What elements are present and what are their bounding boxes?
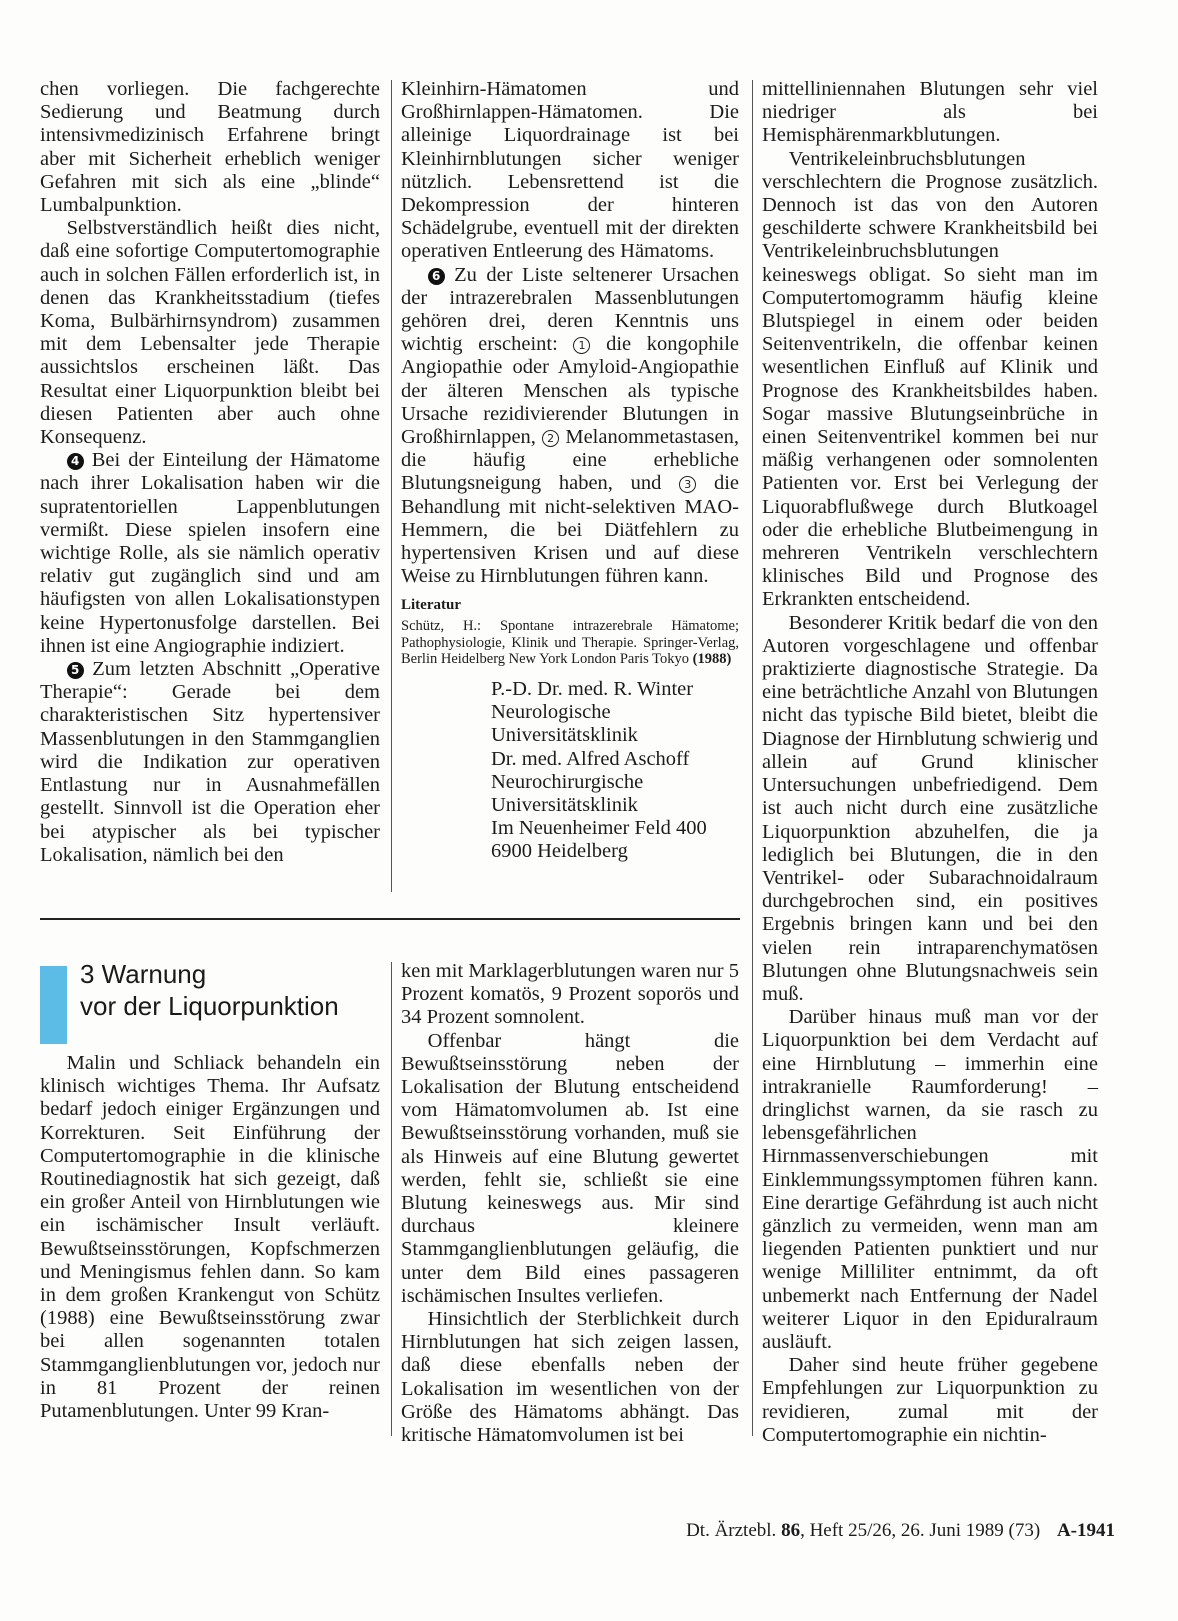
paragraph: Ventrikeleinbruchsblutungen verschlechtern die Prognose zusätzlich. Dennoch ist das von den Autoren geschilderte schwere Krankheitsbild bei Ventrikeleinbruchsblutungen keineswegs obligat. So sieht man im Computertomogramm häufig kleine Blutspiegel in einem oder beiden Seitenventrikeln, die offenbar keinen wesentlichen Einfluß auf Klinik und Prognose des Krankheitsbildes haben. Sogar massive Blutungseinbrüche in einen Seitenventrikel kommen bei nur mäßig verhangenen oder somnolenten Patienten vor. Erst bei Verlegung der Liquorabflußwege durch Blutkoagel oder die erhebliche Blutbeimengung in mehreren Ventrikeln verschlechtern klinisches Bild und Prognose des Erkrankten entscheidend. (762, 147, 1098, 611)
column-divider (391, 962, 392, 1436)
reference-year: (1988) (692, 651, 732, 668)
author-line: 6900 Heidelberg (491, 840, 628, 863)
journal-issue: , Heft 25/26, 26. Juni 1989 (73) (800, 1520, 1041, 1541)
paragraph-text: Zu der Liste seltenerer Ursachen der intrazerebralen Massenblutungen gehören drei, deren Kenntnis uns wichtig erscheint: (401, 263, 739, 356)
circled-three-icon: 3 (679, 476, 696, 493)
circled-two-icon: 2 (542, 430, 559, 447)
paragraph: Hinsichtlich der Sterblichkeit durch Hirnblutungen hat sich zeigen lassen, daß diese ebenfalls neben der Lokalisation im wesentlichen von der Größe des Hämatoms abhängt. Das kritische Hämatomvolumen ist bei (401, 1308, 739, 1447)
paragraph-text: die Behandlung mit nicht-selektiven MAO-Hemmern, die bei Diätfehlern zu hypertensiven Krisen und auf diese Weise zu Hirnblutungen führen kann. (401, 472, 740, 588)
author-line: Im Neuenheimer Feld 400 (491, 817, 707, 840)
column-1-top (40, 78, 380, 867)
paragraph-text: Bei der Einteilung der Hämatome nach ihrer Lokalisation haben wir die supratentoriellen Lappenblutungen vermißt. Diese spielen insofern eine wichtige Rolle, als sie nämlich operativ relativ gut zugänglich sind und am häufigsten von allen Lokalisationstypen keine Hypertonusfolge darstellen. Bei ihnen ist eine Angiographie indiziert. (40, 449, 380, 657)
paragraph: Darüber hinaus muß man vor der Liquorpunktion bei dem Verdacht auf eine Hirnblutung – immerhin eine intrakranielle Raumforderung! – dringlichst warnen, da sie rasch zu lebensgefährlichen Hirnmassenverschiebungen mit Einklemmungssymptomen führen kann. Eine derartige Gefährdung ist auch nicht gänzlich zu vermeiden, wenn man am liegenden Patienten punktiert und nur wenige Milliliter entnimmt, da oft unbemerkt nach Entfernung der Nadel weiterer Liquor in den Epiduralraum ausläuft. (762, 1006, 1098, 1353)
paragraph: Besonderer Kritik bedarf die von den Autoren vorgeschlagene und offenbar praktizierte diagnostische Strategie. Da eine beträchtliche Anzahl von Blutungen nicht das typische Bild bietet, bleibt die Diagnose der Hirnblutung schwierig und allein auf Grund klinischer Untersuchungen unbefriedigend. Dem ist auch nicht durch eine zusätzliche Liquorpunktion abzuhelfen, die ja lediglich bei Blutungen, die in den Ventrikel- oder Subarachnoidalraum durchgebrochen sind, ein positives Ergebnis bringen kann und bei den vielen rein intraparenchymatösen Blutungen ohne Blutungsnachweis sein muß. (762, 611, 1098, 1005)
section-title-line: 3 Warnung (80, 959, 207, 989)
journal-volume: 86 (781, 1520, 801, 1541)
paragraph: Daher sind heute früher gegebene Empfehlungen zur Liquorpunktion zu revidieren, zumal mit der Computertomographie ein nichtin- (762, 1354, 1098, 1446)
paragraph-text: die kongophile Angiopathie oder Amyloid-Angiopathie der älteren Menschen als typische Ursache rezidivierender Blutungen in Großhirnlappen, (401, 333, 740, 449)
author-line: Neurologische (491, 701, 611, 724)
paragraph: Offenbar hängt die Bewußtseinsstörung neben der Lokalisation der Blutung entscheidend vom Hämatomvolumen ab. Ist eine Bewußtseinsstörung vorhanden, muß sie als Hinweis auf eine Blutung gewertet werden, fehlt sie, schließt sie eine Blutung keineswegs aus. Mir sind durchaus kleinere Stammganglienblutungen geläufig, die unter dem Bild eines passageren ischämischen Insultes verliefen. (401, 1029, 739, 1307)
author-line: Universitätsklinik (491, 793, 638, 816)
section-separator (40, 918, 740, 920)
author-line: Dr. med. Alfred Aschoff (491, 747, 690, 770)
journal-name: Dt. Ärztebl. (686, 1520, 777, 1541)
literature-heading: Literatur (401, 597, 461, 614)
reference-text: Schütz, H.: Spontane intrazerebrale Hämatome; Pathophysiologie, Klinik und Therapie. Springer-Verlag, Berlin Heidelberg New York London Paris Tokyo (401, 618, 739, 668)
author-address (491, 678, 739, 864)
paragraph: Kleinhirn-Hämatomen und Großhirnlappen-Hämatomen. Die alleinige Liquordrainage ist bei Kleinhirnblutungen sicher weniger nützlich. Lebensrettend ist die Dekompression der hinteren Schädelgrube, eventuell mit der direkten operativen Entleerung des Hämatoms. (401, 78, 739, 263)
circled-one-icon: 1 (573, 337, 590, 354)
paragraph: Selbstverständlich heißt dies nicht, daß eine sofortige Computertomographie auch in solchen Fällen erforderlich ist, in denen das Krankheitsstadium (tiefes Koma, Bulbärhirnsyndrom) zusammen mit dem Lebensalter jede Therapie aussichtslos erscheinen läßt. Das Resultat einer Liquorpunktion bleibt bei diesen Patienten aber auch ohne Konsequenz. (40, 217, 380, 449)
page-footer (600, 1520, 1115, 1542)
column-2-bottom (401, 960, 739, 1447)
author-line: Universitätsklinik (491, 724, 638, 747)
paragraph-text: Zum letzten Abschnitt „Operative Therapie“: Gerade bei dem charakteristischen Sitz hypertensiver Massenblutungen in den Stammganglien wird die Indikation zur operativen Entlastung nur in Ausnahmefällen gestellt. Sinnvoll ist die Operation eher bei atypischer als bei typischer Lokalisation, nämlich bei den (40, 658, 380, 866)
column-3 (762, 78, 1098, 1447)
paragraph: ken mit Marklagerblutungen waren nur 5 Prozent komatös, 9 Prozent soporös und 34 Prozent somnolent. (401, 960, 739, 1029)
marker-4-icon: 4 (67, 453, 84, 470)
paragraph-marked-5 (40, 658, 380, 867)
author-line: P.-D. Dr. med. R. Winter (491, 677, 694, 700)
author-line: Neurochirurgische (491, 770, 644, 793)
column-2-top (401, 78, 739, 864)
marker-5-icon: 5 (67, 662, 84, 679)
paragraph: Malin und Schliack behandeln ein klinisch wichtiges Thema. Ihr Aufsatz bedarf jedoch einiger Ergänzungen und Korrekturen. Seit Einführung der Computertomographie in die klinische Routinediagnostik hat sich gezeigt, daß ein großer Anteil von Hirnblutungen wie ein ischämischer Insult verläuft. Bewußtseinsstörungen, Kopfschmerzen und Meningismus fehlen dann. So kam in dem großen Krankengut von Schütz (1988) eine Bewußtseinsstörung zwar bei allen sogenannten totalen Stammganglienblutungen vor, jedoch nur in 81 Prozent der reinen Putamenblutungen. Unter 99 Kran- (40, 1052, 380, 1423)
paragraph-marked-6 (401, 264, 739, 589)
column-divider (752, 80, 753, 1436)
paragraph: chen vorliegen. Die fachgerechte Sedierung und Beatmung durch intensivmedizinisch Erfahrene bringt aber mit Sicherheit erheblich weniger Gefahren mit sich als eine „blinde“ Lumbalpunktion. (40, 78, 380, 217)
section-accent-bar (40, 966, 67, 1044)
marker-6-icon: 6 (428, 268, 445, 285)
paragraph: mittelliniennahen Blutungen sehr viel niedriger als bei Hemisphärenmarkblutungen. (762, 78, 1098, 147)
column-divider (391, 80, 392, 892)
column-1-bottom (40, 1052, 380, 1423)
literature-reference (401, 618, 739, 668)
section-title (80, 958, 400, 1022)
paragraph-text: Melanommetastasen, die häufig eine erhebliche Blutungsneigung haben, und (401, 426, 739, 495)
section-title-line: vor der Liquorpunktion (80, 991, 339, 1021)
paragraph-marked-4 (40, 449, 380, 658)
page-number: A-1941 (1056, 1520, 1115, 1541)
